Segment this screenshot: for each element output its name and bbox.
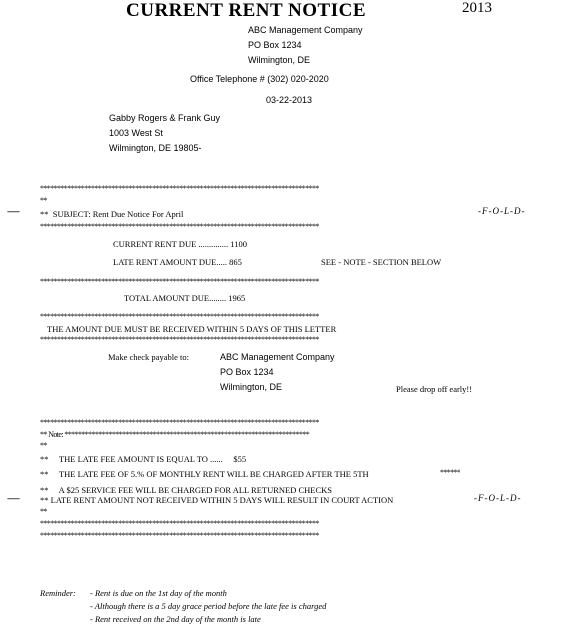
tenant-street: 1003 West St [109, 128, 163, 138]
company-name: ABC Management Company [248, 25, 363, 35]
separator-line: ********************************************************************************** [40, 313, 319, 321]
separator-line: ********************************************************************************** [40, 336, 319, 344]
note-late-fee-amount: ** THE LATE FEE AMOUNT IS EQUAL TO ...... $55 [40, 454, 247, 464]
page-title: CURRENT RENT NOTICE [126, 0, 367, 21]
separator-short: ** [40, 508, 47, 516]
reminder-label: Reminder: [40, 588, 76, 598]
payable-label: Make check payable to: [108, 352, 189, 362]
office-telephone: Office Telephone # (302) 020-2020 [190, 74, 329, 84]
see-note-label: SEE - NOTE - SECTION BELOW [321, 257, 442, 267]
fold-dash: ------ [7, 493, 19, 503]
fold-mark: -F-O-L-D- [478, 206, 526, 216]
note-service-fee: ** A $25 SERVICE FEE WILL BE CHARGED FOR ALL RETURNED CHECKS [40, 485, 333, 495]
company-po-box: PO Box 1234 [248, 40, 302, 50]
separator-line: ********************************************************************************** [40, 520, 319, 528]
separator-line: ********************************************************************************** [40, 185, 319, 193]
current-rent-due: CURRENT RENT DUE .............. 1100 [113, 239, 247, 249]
fold-mark: -F-O-L-D- [474, 493, 522, 503]
drop-off-note: Please drop off early!! [396, 384, 473, 394]
payee-city: Wilmington, DE [220, 382, 283, 392]
reminder-line-1: - Rent is due on the 1st day of the month [90, 588, 227, 598]
separator-line: ********************************************************************************** [40, 223, 319, 231]
note-court-action: ** LATE RENT AMOUNT NOT RECEIVED WITHIN 5 DAYS WILL RESULT IN COURT ACTION [40, 495, 394, 505]
company-city: Wilmington, DE [248, 55, 311, 65]
note-late-fee-stars: ****** [440, 469, 461, 477]
late-rent-due: LATE RENT AMOUNT DUE..... 865 [113, 257, 242, 267]
amount-due-warning: THE AMOUNT DUE MUST BE RECEIVED WITHIN 5 DAYS OF THIS LETTER [47, 324, 337, 334]
notice-date: 03-22-2013 [266, 95, 313, 105]
payee-company-name: ABC Management Company [220, 352, 335, 362]
subject-line: ** SUBJECT: Rent Due Notice For April [40, 209, 184, 219]
reminder-line-3: - Rent received on the 2nd day of the month is late [90, 614, 261, 624]
payee-po-box: PO Box 1234 [220, 367, 274, 377]
note-header: ** Note: ************************************************************************ [40, 431, 310, 439]
fold-dash: ------ [7, 206, 19, 216]
separator-short: ** [40, 442, 47, 450]
separator-line: ********************************************************************************** [40, 419, 319, 427]
year-label: 2013 [462, 0, 492, 16]
separator-line: ********************************************************************************** [40, 532, 319, 540]
separator-line: ********************************************************************************** [40, 278, 319, 286]
tenant-names: Gabby Rogers & Frank Guy [109, 113, 221, 123]
note-late-fee-percent: ** THE LATE FEE OF 5.% OF MONTHLY RENT WILL BE CHARGED AFTER THE 5TH [40, 469, 369, 479]
total-amount-due: TOTAL AMOUNT DUE........ 1965 [124, 293, 246, 303]
tenant-city: Wilmington, DE 19805- [109, 143, 202, 153]
separator-short: ** [40, 197, 47, 205]
reminder-line-2: - Although there is a 5 day grace period before the late fee is charged [90, 601, 327, 611]
